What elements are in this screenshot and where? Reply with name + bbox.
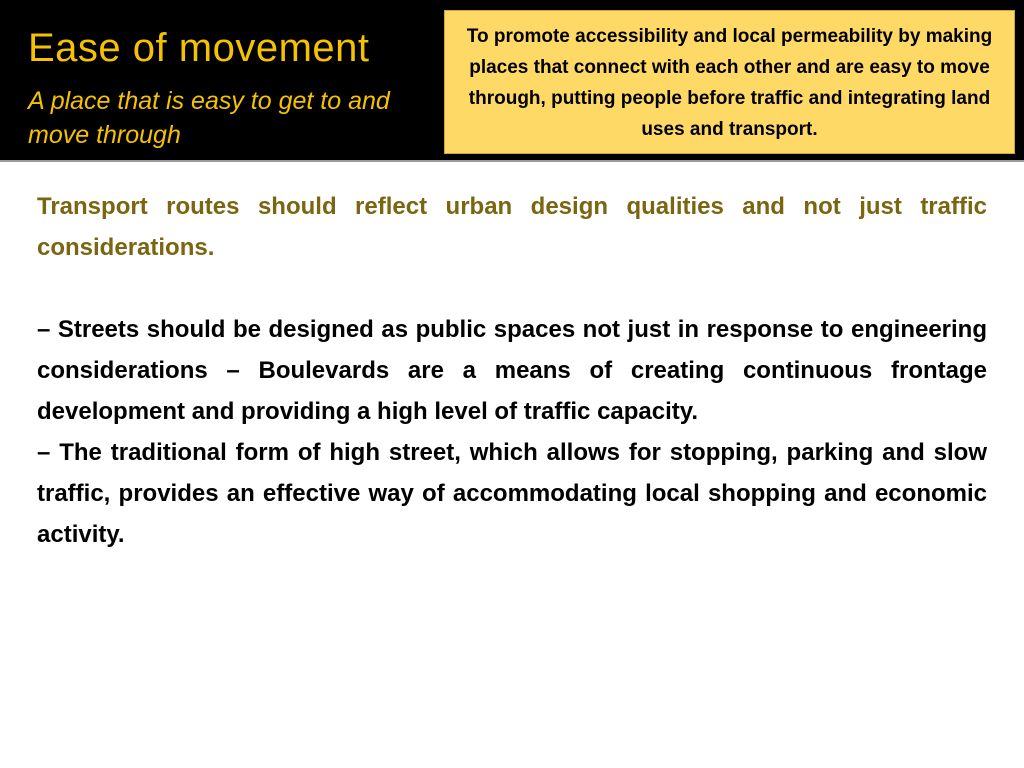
callout-box: To promote accessibility and local permeability by making places that connect with each other and are easy to move through, putting people before traffic and integrating land uses and transport. bbox=[444, 10, 1015, 154]
slide-subtitle: A place that is easy to get to and move through bbox=[28, 87, 390, 149]
header-bar bbox=[0, 0, 1024, 160]
lead-paragraph: Transport routes should reflect urban design qualities and not just traffic considerations. bbox=[37, 193, 987, 261]
bullet-streets: – Streets should be designed as public spaces not just in response to engineering considerations – Boulevards are a means of creating continuous frontage development and providing a high level of traffic capacity. bbox=[37, 316, 987, 425]
slide-body bbox=[37, 186, 987, 555]
bullet-high-street: – The traditional form of high street, which allows for stopping, parking and slow traffic, provides an effective way of accommodating local shopping and economic activity. bbox=[37, 439, 987, 548]
header-divider bbox=[0, 160, 1024, 162]
slide-title: Ease of movement bbox=[28, 26, 370, 70]
